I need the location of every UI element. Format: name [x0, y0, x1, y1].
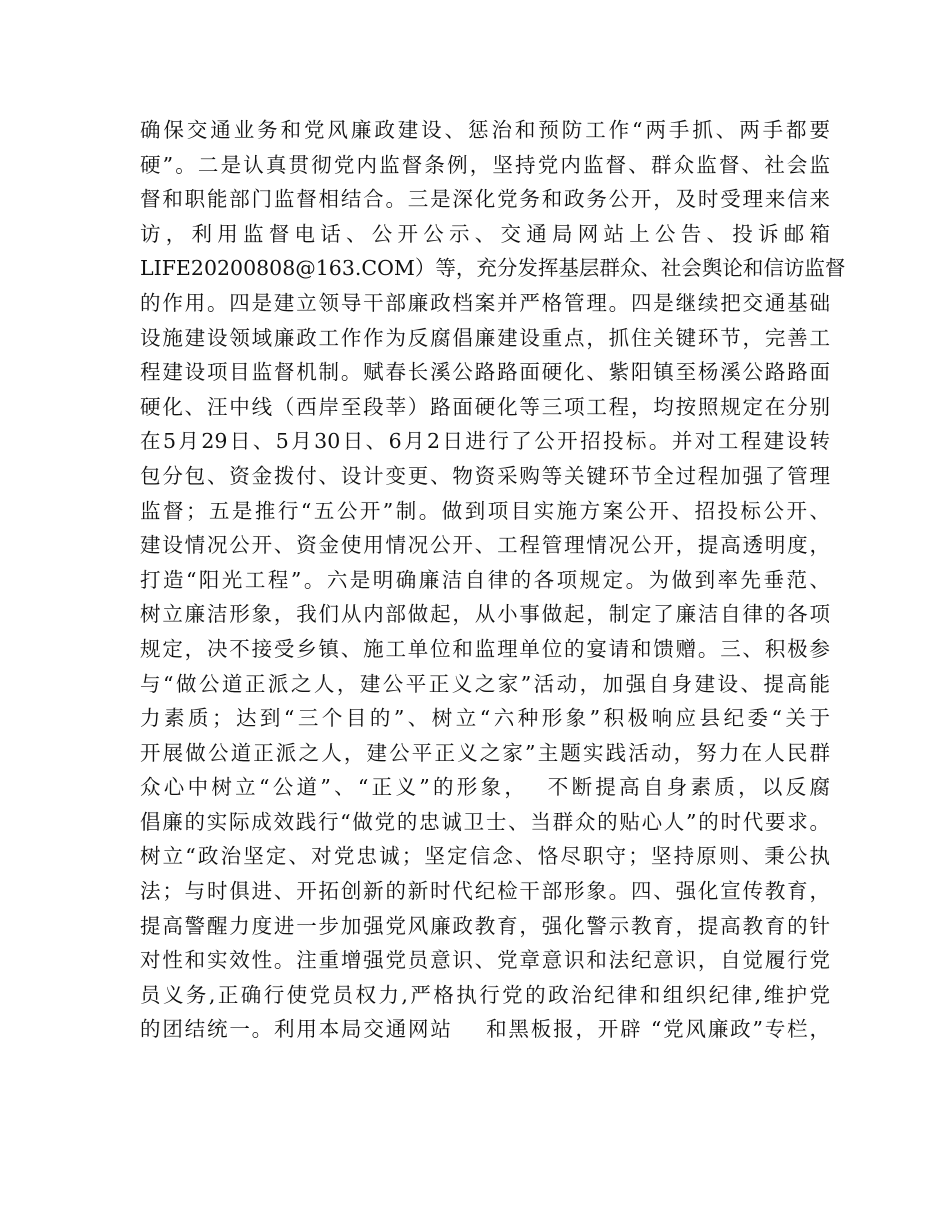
- text-line: 建设情况公开、资金使用情况公开、工程管理情况公开，提高透明度，: [140, 533, 830, 558]
- text-line: 的团结统一。利用本局交通网站 和黑板报，开辟 “党风廉政”专栏，: [140, 1017, 830, 1042]
- text-line: 硬化、汪中线（西岸至段莘）路面硬化等三项工程，均按照规定在分别: [140, 394, 830, 419]
- text-line: 树立廉洁形象，我们从内部做起，从小事做起，制定了廉洁自律的各项: [140, 602, 830, 627]
- text-line: 硬”。二是认真贯彻党内监督条例，坚持党内监督、群众监督、社会监: [140, 152, 830, 177]
- text-line: 开展做公道正派之人，建公平正义之家”主题实践活动，努力在人民群: [140, 740, 830, 765]
- text-line: 的作用。四是建立领导干部廉政档案并严格管理。四是继续把交通基础: [140, 290, 830, 315]
- text-line: 员义务,正确行使党员权力,严格执行党的政治纪律和组织纪律,维护党: [140, 982, 830, 1007]
- text-line: 与“做公道正派之人，建公平正义之家”活动，加强自身建设、提高能: [140, 671, 830, 696]
- text-line: 打造“阳光工程”。六是明确廉洁自律的各项规定。为做到率先垂范、: [140, 567, 830, 592]
- body-text: [140, 113, 846, 1047]
- text-line: 督和职能部门监督相结合。三是深化党务和政务公开，及时受理来信来: [140, 187, 830, 212]
- text-line: 力素质；达到“三个目的”、树立“六种形象”积极响应县纪委“关于: [140, 706, 830, 731]
- text-line: 确保交通业务和党风廉政建设、惩治和预防工作“两手抓、两手都要: [140, 118, 830, 142]
- text-line: 包分包、资金拨付、设计变更、物资采购等关键环节全过程加强了管理: [140, 463, 830, 488]
- text-line: 访，利用监督电话、公开公示、交通局网站上公告、投诉邮箱: [140, 221, 830, 246]
- text-line: 程建设项目监督机制。赋春长溪公路路面硬化、紫阳镇至杨溪公路路面: [140, 360, 830, 385]
- text-line: 树立“政治坚定、对党忠诚；坚定信念、恪尽职守；坚持原则、秉公执: [140, 844, 830, 869]
- text-line: 众心中树立“公道”、“正义”的形象， 不断提高自身素质，以反腐: [140, 775, 830, 800]
- text-line: LIFE20200808@163.COM）等，充分发挥基层群众、社会舆论和信访监督: [140, 256, 846, 281]
- text-line: 对性和实效性。注重增强党员意识、党章意识和法纪意识，自觉履行党: [140, 948, 830, 973]
- text-line: 在5月29日、5月30日、6月2日进行了公开招投标。并对工程建设转: [140, 429, 830, 454]
- text-line: 法；与时俱进、开拓创新的新时代纪检干部形象。四、强化宣传教育，: [140, 879, 830, 904]
- text-line: 设施建设领域廉政工作作为反腐倡廉建设重点，抓住关键环节，完善工: [140, 325, 830, 350]
- text-line: 倡廉的实际成效践行“做党的忠诚卫士、当群众的贴心人”的时代要求。: [140, 809, 830, 834]
- text-line: 规定，决不接受乡镇、施工单位和监理单位的宴请和馈赠。三、积极参: [140, 636, 830, 661]
- text-line: 提高警醒力度进一步加强党风廉政教育，强化警示教育，提高教育的针: [140, 913, 830, 938]
- text-line: 监督；五是推行“五公开”制。做到项目实施方案公开、招投标公开、: [140, 498, 830, 523]
